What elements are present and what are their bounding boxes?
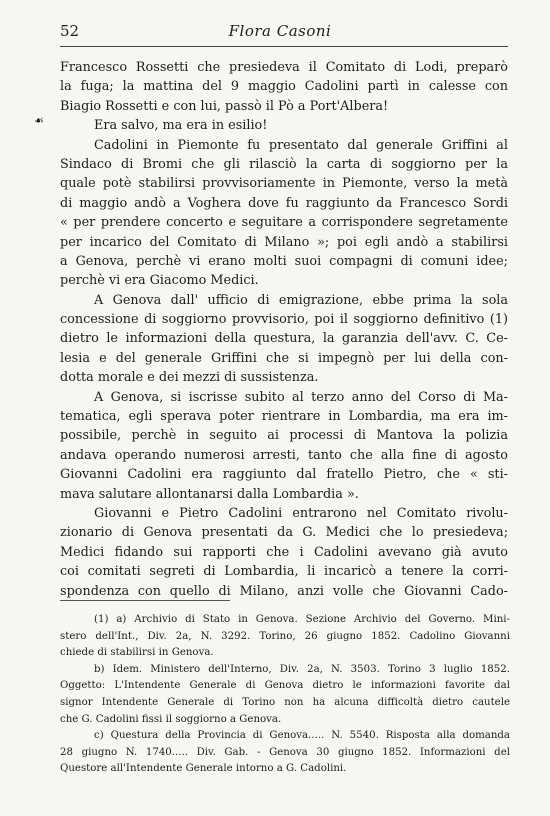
body-line: A Genova dall' ufficio di emigrazione, ebbe prima la sola [94, 292, 508, 308]
running-title: Flora Casoni [228, 22, 332, 40]
body-line: dotta morale e dei mezzi di sussistenza. [60, 370, 319, 386]
header-rule [60, 46, 508, 47]
body-line: la fuga; la mattina del 9 maggio Cadolini partì in calesse con [60, 79, 508, 95]
body-text [60, 58, 508, 601]
body-line: coi comitati segreti di Lombardia, li incaricò a tenere la corri- [60, 564, 508, 580]
footnote-line: c) Questura della Provincia di Genova..... N. 5540. Risposta alla domanda [94, 730, 510, 742]
footnote-line: Questore all'Intendente Generale intorno a G. Cadolini. [60, 763, 347, 775]
body-line: « per prendere concerto e seguitare a corrispondere segretamente [60, 215, 508, 231]
body-line: A Genova, si iscrisse subito al terzo anno del Corso di Ma- [94, 389, 508, 405]
body-line: tematica, egli sperava poter rientrare in Lombardia, ma era im- [60, 409, 508, 425]
body-line: Giovanni Cadolini era raggiunto dal fratello Pietro, che « sti- [60, 467, 508, 483]
body-line: Medici fidando sui rapporti che i Cadolini avevano già avuto [60, 544, 508, 560]
footnote-line: chiede di stabilirsi in Genova. [60, 647, 214, 659]
body-line: spondenza con quello di Milano, anzi volle che Giovanni Cado- [60, 583, 508, 599]
footnote-line: Oggetto: L'Intendente Generale di Genova dietro le informazioni favorite dal [60, 680, 510, 692]
body-line: Biagio Rossetti e con lui, passò il Pò a Port'Albera! [60, 98, 389, 114]
footnote-line: signor Intendente Generale di Torino non ha alcuna difficoltà dietro cautele [60, 696, 510, 708]
footnote-line: che G. Cadolini fissi il soggiorno a Genova. [60, 713, 282, 725]
body-line: perchè vi era Giacomo Medici. [60, 273, 259, 289]
footnotes [60, 612, 510, 778]
body-line: per incarico del Comitato di Milano »; poi egli andò a stabilirsi [60, 234, 508, 250]
body-line: Giovanni e Pietro Cadolini entrarono nel Comitato rivolu- [94, 505, 508, 521]
body-line: a Genova, perchè vi erano molti suoi compagni di comuni idee; [60, 253, 508, 269]
body-line: possibile, perchè in seguito ai processi di Mantova la polizia [60, 428, 508, 444]
body-line: quale potè stabilirsi provvisoriamente in Piemonte, verso la metà [60, 176, 508, 192]
footnote-line: 28 giugno N. 1740..... Div. Gab. - Genova 30 giugno 1852. Informazioni del [60, 746, 510, 758]
body-line: Era salvo, ma era in esilio! [94, 118, 268, 134]
margin-mark: ☙ [34, 114, 44, 127]
body-line: zionario di Genova presentati da G. Medici che lo presiedeva; [60, 525, 508, 541]
body-line: Cadolini in Piemonte fu presentato dal generale Griffini al [94, 137, 508, 153]
footnote-line: stero dell'Int., Div. 2a, N. 3292. Torino, 26 giugno 1852. Cadolino Giovanni [60, 630, 510, 642]
body-line: concessione di soggiorno provvisorio, poi il soggiorno definitivo (1) [60, 312, 508, 328]
body-line: dietro le informazioni della questura, la garanzia dell'avv. C. Ce- [60, 331, 508, 347]
body-line: mava salutare allontanarsi dalla Lombardia ». [60, 486, 359, 502]
body-line: Sindaco di Bromi che gli rilasciò la carta di soggiorno per la [60, 156, 508, 172]
body-line: lesia e del generale Griffini che si impegnò per lui della con- [60, 350, 508, 366]
page-header [60, 22, 500, 44]
body-line: Francesco Rossetti che presiedeva il Comitato di Lodi, preparò [60, 60, 508, 75]
body-line: di maggio andò a Voghera dove fu raggiunto da Francesco Sordi [60, 195, 508, 211]
footnote-line: b) Idem. Ministero dell'Interno, Div. 2a, N. 3503. Torino 3 luglio 1852. [94, 663, 510, 675]
footnote-line: (1) a) Archivio di Stato in Genova. Sezione Archivio del Governo. Mini- [94, 614, 510, 625]
footnote-rule [60, 600, 230, 601]
page-number: 52 [60, 22, 80, 40]
body-line: andava operando numerosi arresti, tanto che alla fine di agosto [60, 447, 508, 463]
